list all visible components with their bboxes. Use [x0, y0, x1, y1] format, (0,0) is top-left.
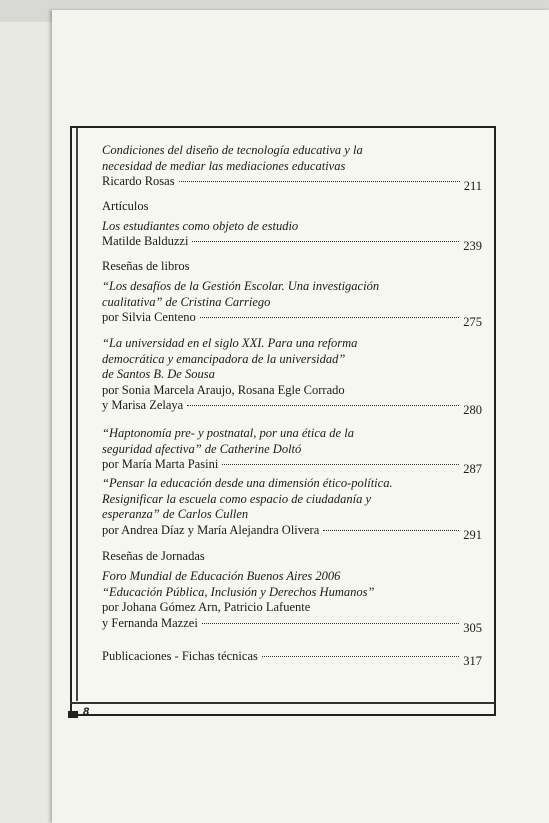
- entry-title-line: “Los desafíos de la Gestión Escolar. Una investigación: [102, 279, 380, 293]
- entry-author: por Andrea Díaz y María Alejandra Olivera: [102, 522, 320, 537]
- entry-title-line: Condiciones del diseño de tecnología educativa y la: [102, 143, 363, 157]
- entry-title-line: necesidad de mediar las mediaciones educativas: [102, 158, 346, 173]
- entry-author: y Fernanda Mazzei: [102, 615, 198, 630]
- dot-leader: [200, 317, 460, 318]
- entry-page-number: 211: [463, 179, 482, 193]
- toc-entry-row: [102, 615, 482, 635]
- entry-title-line: Los estudiantes como objeto de estudio: [102, 219, 299, 233]
- dot-leader: [192, 241, 459, 242]
- entry-title-line: cualitativa” de Cristina Carriego: [102, 294, 271, 309]
- entry-author: por María Marta Pasini: [102, 457, 219, 471]
- entry-page-number: 239: [463, 239, 482, 253]
- entry-title-line: de Santos B. De Sousa: [102, 367, 215, 381]
- dot-leader: [323, 530, 459, 531]
- section-heading: Artículos: [102, 199, 149, 213]
- entry-title-line: “La universidad en el siglo XXI. Para una reforma: [102, 336, 358, 350]
- entry-author: y Marisa Zelaya: [102, 398, 184, 412]
- dot-leader: [222, 464, 459, 465]
- dot-leader: [202, 623, 459, 624]
- toc-entry-row: [102, 648, 482, 668]
- entry-page-number: 317: [463, 654, 482, 668]
- toc-entry-row: [102, 397, 482, 417]
- entry-page-number: 275: [463, 315, 482, 329]
- entry-author: Matilde Balduzzi: [102, 234, 189, 248]
- toc-entry-row: [102, 233, 482, 253]
- entry-page-number: 305: [463, 620, 482, 635]
- entry-title-line: “Educación Pública, Inclusión y Derechos Humanos”: [102, 584, 375, 599]
- frame-inner-rule: [76, 128, 78, 701]
- dot-leader: [187, 405, 459, 406]
- entry-author: por Sonia Marcela Araujo, Rosana Egle Corrado: [102, 382, 345, 397]
- section-heading: Reseñas de Jornadas: [102, 549, 205, 563]
- dot-leader: [262, 656, 459, 657]
- entry-author: Ricardo Rosas: [102, 174, 175, 188]
- frame-bottom-rule: [70, 702, 494, 704]
- entry-title-line: seguridad afectiva” de Catherine Doltó: [102, 441, 302, 456]
- entry-title-line: democrática y emancipadora de la universidad”: [102, 351, 346, 366]
- dot-leader: [179, 181, 460, 182]
- entry-title-line: “Haptonomía pre- y postnatal, por una ética de la: [102, 426, 354, 440]
- footer-square-icon: [68, 711, 78, 718]
- toc-entry-row: [102, 456, 482, 476]
- entry-page-number: 287: [463, 462, 482, 476]
- toc-entry-row: [102, 173, 482, 193]
- entry-page-number: 291: [463, 527, 482, 542]
- entry-author: Publicaciones - Fichas técnicas: [102, 649, 258, 663]
- entry-page-number: 280: [463, 403, 482, 417]
- entry-title-line: Foro Mundial de Educación Buenos Aires 2006: [102, 569, 341, 583]
- entry-title-line: esperanza” de Carlos Cullen: [102, 507, 249, 521]
- section-heading: Reseñas de libros: [102, 259, 190, 273]
- facing-page-edge: [0, 22, 52, 823]
- entry-title-line: Resignificar la escuela como espacio de ciudadanía y: [102, 491, 372, 506]
- folio-page-number: 8: [83, 706, 90, 718]
- entry-title-line: “Pensar la educación desde una dimensión ético-política.: [102, 476, 393, 490]
- entry-author: por Silvia Centeno: [102, 310, 196, 324]
- toc-entry-row: [102, 522, 482, 542]
- entry-author: por Johana Gómez Arn, Patricio Lafuente: [102, 600, 311, 614]
- toc-entry-row: [102, 309, 482, 329]
